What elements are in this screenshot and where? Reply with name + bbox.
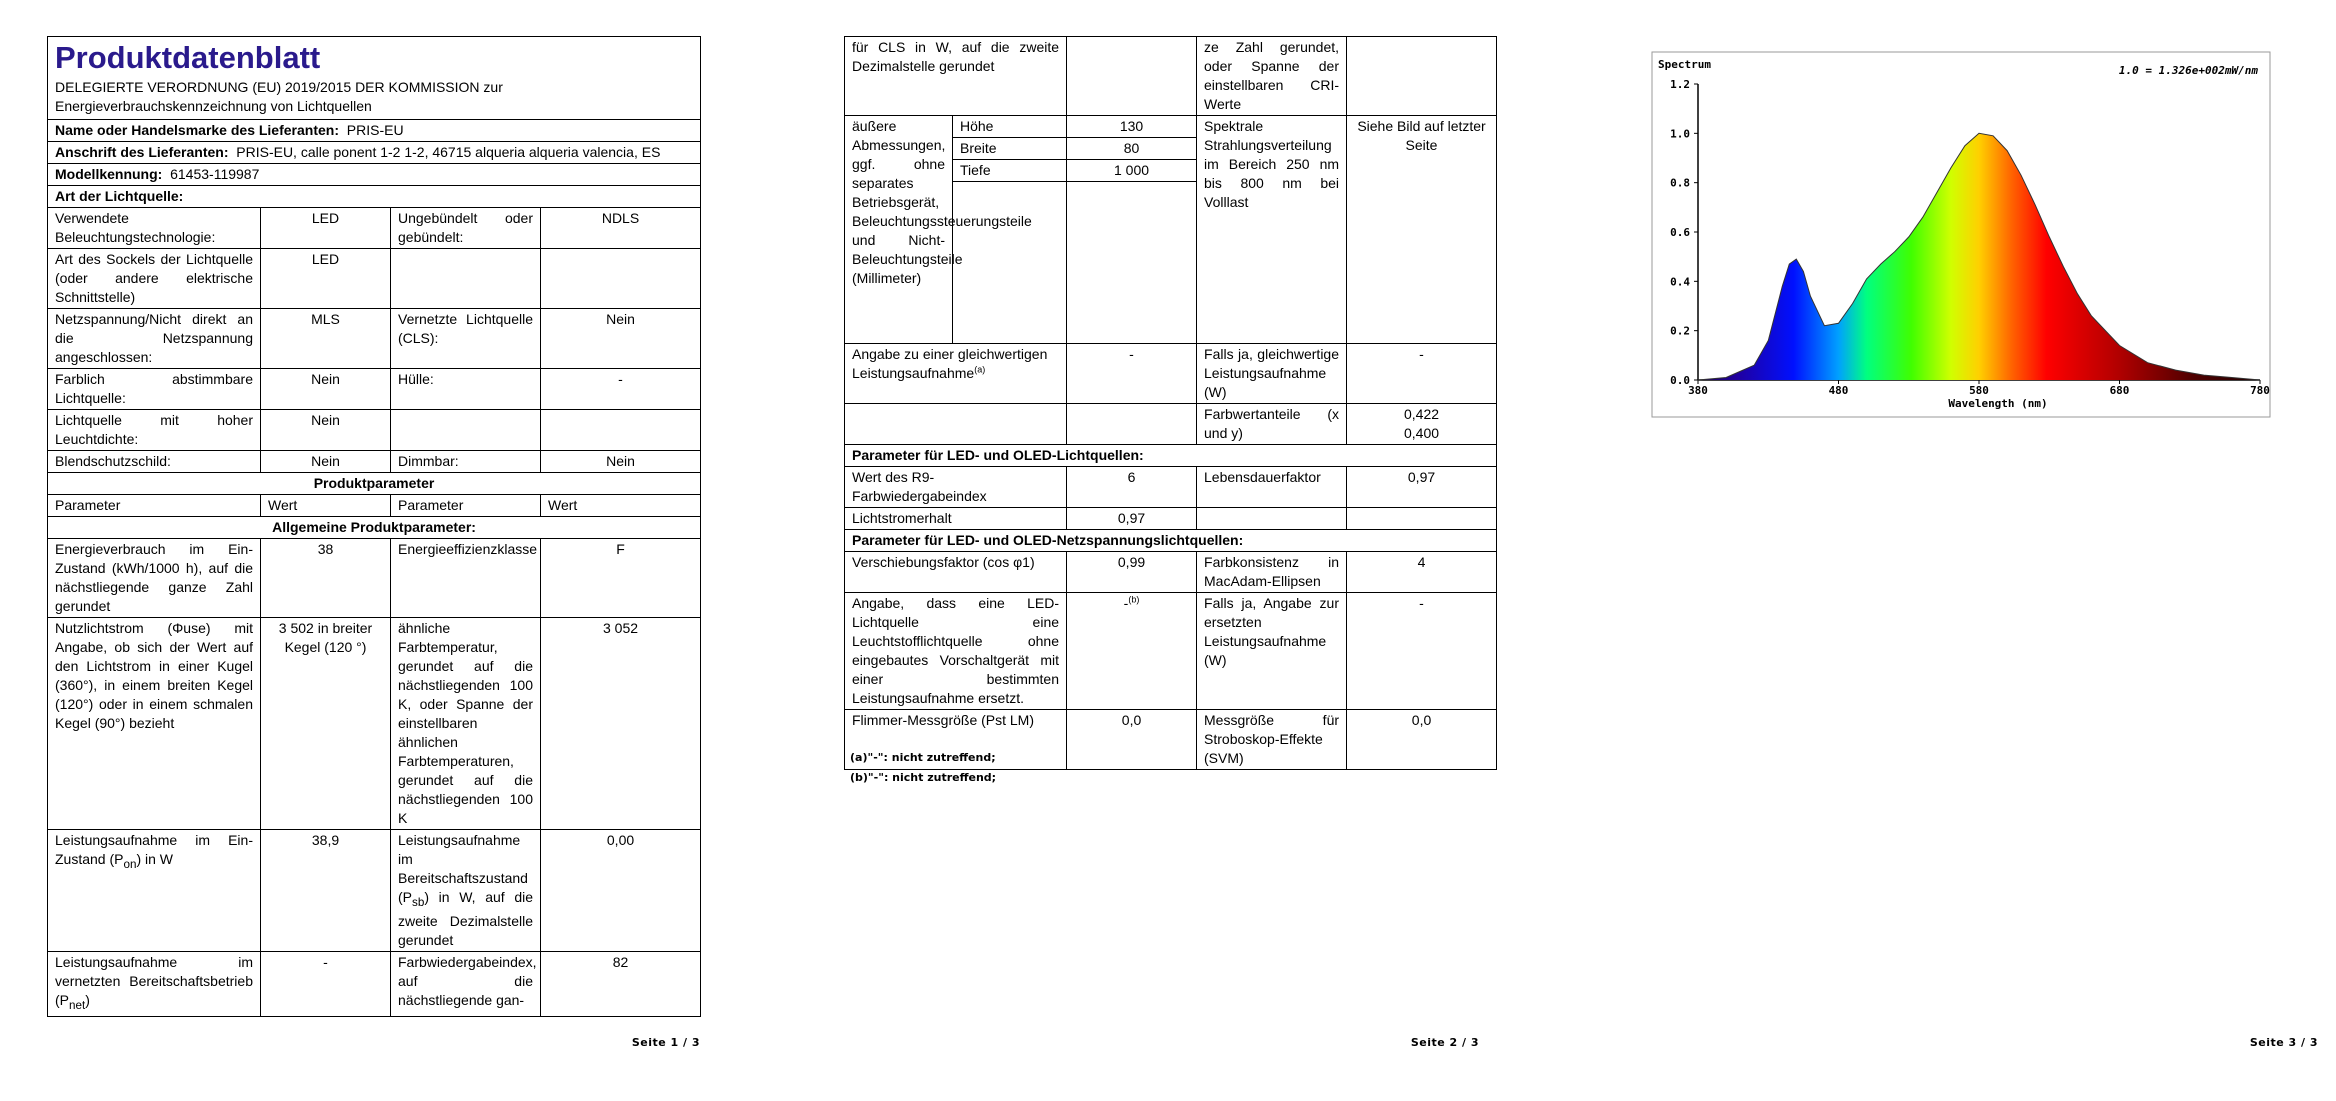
general-params-heading: Allgemeine Produktparameter: (48, 517, 701, 539)
table-row: Verwendete Beleuchtungstechnologie: LED Ungebündelt oder gebündelt: NDLS (48, 208, 701, 249)
chart-scale-note: 1.0 = 1.326e+002mW/nm (2118, 64, 2258, 77)
table-row: Nutzlichtstrom (Φuse) mit Angabe, ob sich der Wert auf den Lichtstrom in einer Kugel (360°), in einem breiten Kegel (120°) oder in einem schmalen Kegel (90°) bezieht 3 502 in breiter Kegel (120 °) ähnliche Farbtemperatur, gerundet auf die nächstliegenden 100 K, oder Spanne der einstellbaren ähnlichen Farbtemperaturen, gerundet auf die nächstliegenden 100 K 3 052 (48, 618, 701, 830)
page-number: Seite 2 / 3 (1410, 1036, 1479, 1049)
header-row: Parameter Wert Parameter Wert (48, 495, 701, 517)
product-datasheet-table-page-2 (844, 36, 1497, 770)
table-row: äußere Abmessungen, ggf. ohne separates Betriebsgerät, Beleuchtungssteuerungsteile und Nicht-Beleuchtungsteile (Millimeter) Höhe 130 Spektrale Strahlungsverteilung im Bereich 250 nm bis 800 nm bei Volllast Siehe Bild auf letzter Seite (845, 116, 1497, 138)
led-params-heading: Parameter für LED- und OLED-Lichtquellen: (845, 445, 1497, 467)
table-row: Flimmer-Messgröße (Pst LM) 0,0 Messgröße für Stroboskop-Effekte (SVM) 0,0 (845, 710, 1497, 770)
table-row: Angabe zu einer gleichwertigen Leistungsaufnahme$^{(a)}$ - Falls ja, gleichwertige Leistungsaufnahme (W) - (845, 344, 1497, 404)
table-row: Wert des R9-Farbwiedergabeindex 6 Lebensdauerfaktor 0,97 (845, 467, 1497, 508)
table-row: Farbwertanteile (x und y) 0,422 0,400 (845, 404, 1497, 445)
table-row: Tiefe 1 000 (845, 160, 1497, 182)
table-row: Lichtstromerhalt 0,97 (845, 508, 1497, 530)
table-row: Angabe, dass eine LED-Lichtquelle eine Leuchtstofflichtquelle ohne eingebautes Vorschaltgerät mit einer bestimmten Leistungsaufnahme ersetzt. -$^{(b)}$ Falls ja, Angabe zur ersetzten Leistungsaufnahme (W) - (845, 593, 1497, 710)
x-axis-label: Wavelength (nm) (1948, 397, 2048, 410)
table-row: Breite 80 (845, 138, 1497, 160)
table-row: Leistungsaufnahme im Ein-Zustand $(P_{on})$ in W 38,9 Leistungsaufnahme im Bereitschaftszustand $(P_{sb})$ in W, auf die zweite Dezimalstelle gerundet 0,00 (48, 830, 701, 952)
table-row: Blendschutzschild: Nein Dimmbar: Nein (48, 451, 701, 473)
y-tick-label: 0.8 (1670, 176, 1690, 190)
table-row: Netzspannung/Nicht direkt an die Netzspannung angeschlossen: MLS Vernetzte Lichtquelle (CLS): Nein (48, 309, 701, 369)
product-params-heading: Produktparameter (48, 473, 701, 495)
table-row: Leistungsaufnahme im vernetzten Bereitschaftsbetrieb $(P_{net})$ - Farbwiedergabeindex, auf die nächstliegende gan- 82 (48, 951, 701, 1016)
page-1 (0, 0, 778, 1101)
table-row: Energieverbrauch im Ein-Zustand (kWh/1000 h), auf die nächstliegende ganze Zahl gerundet 38 Energieeffizienzklasse F (48, 539, 701, 618)
product-datasheet-table-page-1 (47, 36, 701, 1017)
spectrum-chart-svg (1652, 52, 2270, 417)
y-tick-label: 1.0 (1670, 127, 1690, 141)
y-tick-label: 0.0 (1670, 374, 1690, 387)
supplier-row: Name oder Handelsmarke des Lieferanten: PRIS-EU (48, 120, 701, 142)
footnotes (850, 748, 996, 788)
mains-params-heading: Parameter für LED- und OLED-Netzspannungslichtquellen: (845, 530, 1497, 552)
y-tick-label: 0.4 (1670, 275, 1690, 289)
x-tick-label: 680 (2109, 384, 2130, 397)
chart-title: Spectrum (1658, 58, 1711, 71)
page-number: Seite 3 / 3 (2249, 1036, 2318, 1049)
address-row: Anschrift des Lieferanten: PRIS-EU, calle ponent 1-2 1-2, 46715 alqueria alqueria valencia, ES (48, 142, 701, 164)
x-tick-label: 380 (1688, 384, 1708, 397)
spectrum-chart (1652, 52, 2270, 417)
x-tick-label: 780 (2250, 384, 2270, 397)
footnote-a: (a)"-": nicht zutreffend; (850, 751, 996, 764)
footnote-b: (b)"-": nicht zutreffend; (850, 771, 997, 784)
table-row: Verschiebungsfaktor (cos φ1) 0,99 Farbkonsistenz in MacAdam-Ellipsen 4 (845, 552, 1497, 593)
y-tick-label: 0.6 (1670, 226, 1690, 239)
table-row: Art des Sockels der Lichtquelle (oder andere elektrische Schnittstelle) LED (48, 249, 701, 309)
light-source-type-heading: Art der Lichtquelle: (48, 186, 701, 208)
y-tick-label: 0.2 (1670, 324, 1690, 338)
dimensions-label: äußere Abmessungen, ggf. ohne separates Betriebsgerät, Beleuchtungssteuerungsteile und Nicht-Beleuchtungsteile (Millimeter) (845, 116, 953, 344)
regulation-text: DELEGIERTE VERORDNUNG (EU) 2019/2015 DER KOMMISSION zur Energieverbrauchskennzeichnung von Lichtquellen (55, 79, 503, 114)
page-title: Produktdatenblatt (55, 40, 321, 75)
page-number: Seite 1 / 3 (631, 1036, 700, 1049)
table-row: Farblich abstimmbare Lichtquelle: Nein Hülle: - (48, 369, 701, 410)
x-tick-label: 480 (1828, 384, 1849, 397)
y-tick-label: 1.2 (1670, 78, 1690, 91)
table-row: für CLS in W, auf die zweite Dezimalstelle gerundet ze Zahl gerundet, oder Spanne der einstellbaren CRI-Werte (845, 37, 1497, 116)
table-row: Lichtquelle mit hoher Leuchtdichte: Nein (48, 410, 701, 451)
x-tick-label: 580 (1969, 384, 1989, 397)
model-row: Modellkennung: 61453-119987 (48, 164, 701, 186)
